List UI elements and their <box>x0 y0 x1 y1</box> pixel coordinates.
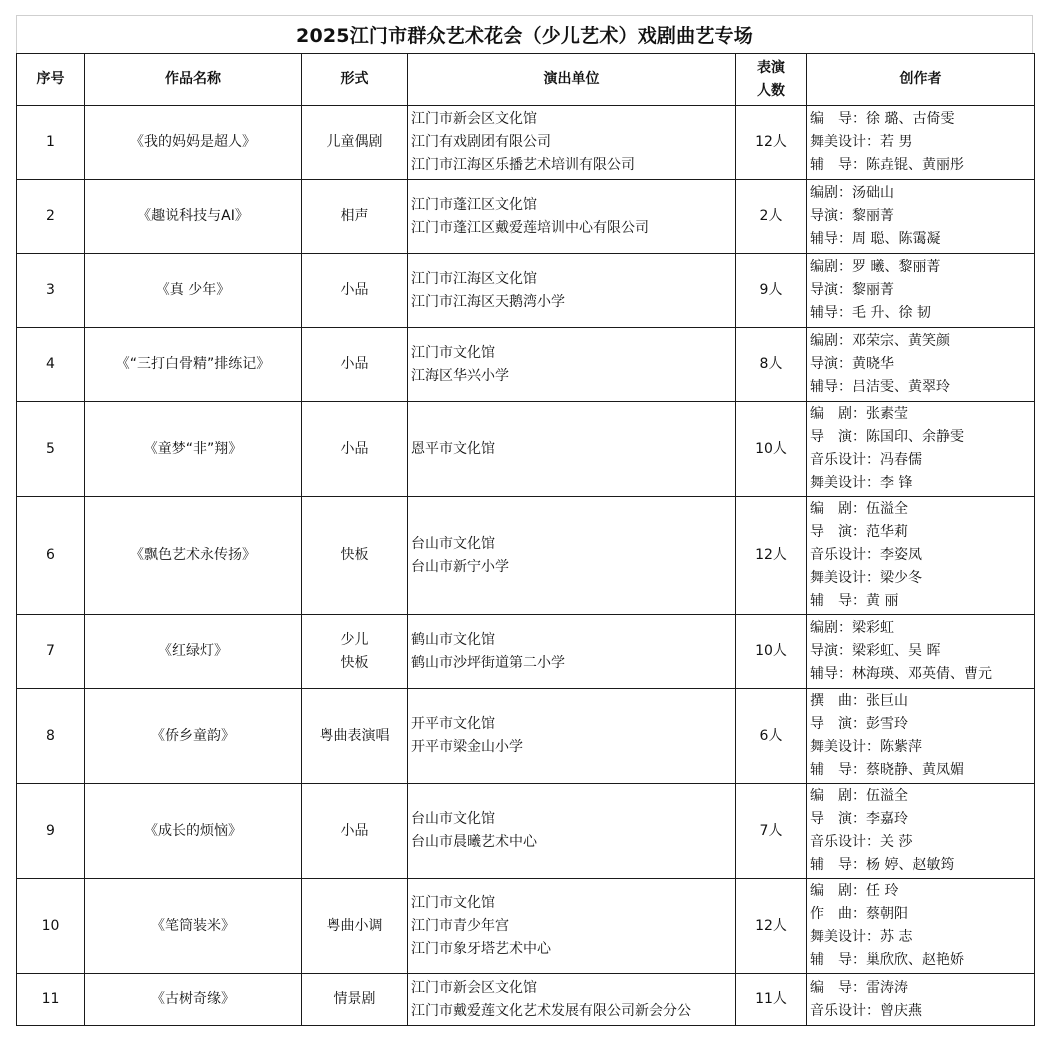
creator-line: 撰 曲：张巨山 <box>810 693 908 709</box>
creator-line: 导演：黎丽菁 <box>810 208 894 224</box>
form-line: 小品 <box>340 822 369 839</box>
creator-line: 编 剧：伍溢全 <box>810 501 908 517</box>
creator-line: 音乐设计：关 莎 <box>810 834 913 850</box>
performer-count: 6人 <box>736 689 807 784</box>
performer-count: 9人 <box>736 254 807 328</box>
creator-line: 舞美设计：若 男 <box>810 134 913 150</box>
row-index: 4 <box>17 328 85 402</box>
table-body <box>17 106 1035 1026</box>
form-line: 粤曲表演唱 <box>319 727 390 744</box>
unit-line: 台山市新宁小学 <box>411 558 509 575</box>
sheet-title: 2025江门市群众艺术花会（少儿艺术）戏剧曲艺专场 <box>16 15 1033 53</box>
header-performers-line: 表演 <box>757 59 785 76</box>
row-index: 10 <box>17 879 85 974</box>
creator-line: 编 剧：任 玲 <box>810 883 899 899</box>
creators <box>807 784 1035 879</box>
performing-units <box>408 615 736 689</box>
form-line: 快板 <box>340 547 369 563</box>
table-row <box>17 497 1035 615</box>
table-row <box>17 615 1035 689</box>
creator-line: 音乐设计：李姿凤 <box>810 547 922 563</box>
work-title: 《真 少年》 <box>85 254 302 328</box>
performer-count: 12人 <box>736 497 807 615</box>
unit-line: 鹤山市文化馆 <box>411 631 495 648</box>
creators <box>807 615 1035 689</box>
creator-line: 辅 导：黄 丽 <box>810 593 899 609</box>
creator-line: 编 导：徐 璐、古倚雯 <box>810 111 955 127</box>
unit-line: 江门市蓬江区文化馆 <box>411 196 537 213</box>
form-line: 小品 <box>340 282 369 298</box>
creator-line: 编剧：罗 曦、黎丽菁 <box>810 259 941 275</box>
unit-line: 江门市蓬江区戴爱莲培训中心有限公司 <box>411 219 649 236</box>
performance-form <box>302 784 408 879</box>
creator-line: 导演：黄晓华 <box>810 356 894 372</box>
program-sheet <box>16 15 1033 1026</box>
form-line: 情景剧 <box>333 991 376 1007</box>
creator-line: 辅导：周 聪、陈霭凝 <box>810 231 941 247</box>
unit-line: 江门市青少年宫 <box>411 917 509 934</box>
form-line: 相声 <box>340 208 369 224</box>
header-form: 形式 <box>302 54 408 106</box>
work-title: 《童梦“非”翔》 <box>85 402 302 497</box>
table-row <box>17 402 1035 497</box>
creators <box>807 106 1035 180</box>
unit-line: 恩平市文化馆 <box>411 440 495 457</box>
creators <box>807 328 1035 402</box>
creator-line: 辅 导：杨 婷、赵敏筠 <box>810 857 955 873</box>
work-title: 《“三打白骨精”排练记》 <box>85 328 302 402</box>
creator-line: 舞美设计：梁少冬 <box>810 570 922 586</box>
table-row <box>17 974 1035 1026</box>
row-index: 5 <box>17 402 85 497</box>
creator-line: 音乐设计：曾庆燕 <box>810 1002 922 1019</box>
table-row <box>17 254 1035 328</box>
creator-line: 编 剧：伍溢全 <box>810 788 908 804</box>
program-table <box>16 53 1035 1026</box>
performing-units <box>408 180 736 254</box>
performance-form <box>302 615 408 689</box>
table-row <box>17 180 1035 254</box>
unit-line: 江门市新会区文化馆 <box>411 979 537 996</box>
work-title: 《成长的烦恼》 <box>85 784 302 879</box>
table-header-row <box>17 54 1035 106</box>
form-line: 快板 <box>340 654 369 671</box>
performing-units <box>408 689 736 784</box>
performer-count: 11人 <box>736 974 807 1026</box>
form-line: 粤曲小调 <box>326 917 383 934</box>
creator-line: 舞美设计：苏 志 <box>810 929 913 945</box>
creator-line: 导演：梁彩虹、吴 晖 <box>810 643 941 659</box>
unit-line: 江门市象牙塔艺术中心 <box>411 940 551 957</box>
row-index: 1 <box>17 106 85 180</box>
creator-line: 辅 导：蔡晓静、黄凤媚 <box>810 762 964 778</box>
unit-line: 台山市晨曦艺术中心 <box>411 834 537 850</box>
performance-form <box>302 879 408 974</box>
creator-line: 辅 导：巢欣欣、赵艳娇 <box>810 952 964 968</box>
row-index: 6 <box>17 497 85 615</box>
performance-form <box>302 974 408 1026</box>
performance-form <box>302 106 408 180</box>
performance-form <box>302 402 408 497</box>
unit-line: 江门市江海区天鹅湾小学 <box>411 293 565 310</box>
creator-line: 辅导：毛 升、徐 韧 <box>810 305 931 321</box>
creator-line: 导 演：范华莉 <box>810 524 908 540</box>
work-title: 《飘色艺术永传扬》 <box>85 497 302 615</box>
creator-line: 导 演：彭雪玲 <box>810 716 908 732</box>
performing-units <box>408 879 736 974</box>
performing-units <box>408 328 736 402</box>
performer-count: 8人 <box>736 328 807 402</box>
performer-count: 12人 <box>736 106 807 180</box>
form-line: 儿童偶剧 <box>326 134 383 150</box>
unit-line: 台山市文化馆 <box>411 811 495 827</box>
header-performers-line: 人数 <box>757 82 785 99</box>
table-row <box>17 784 1035 879</box>
header-performers <box>736 54 807 106</box>
creator-line: 作 曲：蔡朝阳 <box>810 906 908 922</box>
table-row <box>17 879 1035 974</box>
unit-line: 江门市戴爱莲文化艺术发展有限公司新会分公 <box>411 1002 691 1019</box>
creator-line: 导 演：李嘉玲 <box>810 811 908 827</box>
performing-units <box>408 402 736 497</box>
creator-line: 编剧：汤础山 <box>810 185 894 201</box>
row-index: 11 <box>17 974 85 1026</box>
unit-line: 开平市文化馆 <box>411 716 495 732</box>
creator-line: 音乐设计：冯春儒 <box>810 452 922 468</box>
table-row <box>17 106 1035 180</box>
work-title: 《古树奇缘》 <box>85 974 302 1026</box>
performance-form <box>302 254 408 328</box>
unit-line: 江门市文化馆 <box>411 894 495 911</box>
performance-form <box>302 689 408 784</box>
creator-line: 编 导：雷涛涛 <box>810 979 908 996</box>
unit-line: 江门市江海区文化馆 <box>411 270 537 287</box>
creator-line: 编 剧：张素莹 <box>810 406 908 422</box>
unit-line: 江海区华兴小学 <box>411 367 509 384</box>
header-units: 演出单位 <box>408 54 736 106</box>
creators <box>807 497 1035 615</box>
creator-line: 舞美设计：李 锋 <box>810 475 913 491</box>
unit-line: 台山市文化馆 <box>411 535 495 552</box>
performing-units <box>408 254 736 328</box>
row-index: 3 <box>17 254 85 328</box>
creators <box>807 254 1035 328</box>
work-title: 《我的妈妈是超人》 <box>85 106 302 180</box>
performance-form <box>302 328 408 402</box>
performance-form <box>302 497 408 615</box>
work-title: 《红绿灯》 <box>85 615 302 689</box>
performer-count: 12人 <box>736 879 807 974</box>
work-title: 《侨乡童韵》 <box>85 689 302 784</box>
performer-count: 7人 <box>736 784 807 879</box>
creators <box>807 974 1035 1026</box>
form-line: 小品 <box>340 356 369 372</box>
creators <box>807 879 1035 974</box>
unit-line: 开平市梁金山小学 <box>411 739 523 755</box>
performing-units <box>408 497 736 615</box>
form-line: 小品 <box>340 440 369 457</box>
performing-units <box>408 784 736 879</box>
row-index: 9 <box>17 784 85 879</box>
creator-line: 辅 导：陈垚锟、黄丽彤 <box>810 157 964 173</box>
performing-units <box>408 106 736 180</box>
performing-units <box>408 974 736 1026</box>
creators <box>807 689 1035 784</box>
performer-count: 2人 <box>736 180 807 254</box>
header-creators: 创作者 <box>807 54 1035 106</box>
creator-line: 舞美设计：陈紫萍 <box>810 739 922 755</box>
row-index: 2 <box>17 180 85 254</box>
creators <box>807 180 1035 254</box>
table-row <box>17 689 1035 784</box>
creator-line: 辅导：吕洁雯、黄翠玲 <box>810 379 950 395</box>
creator-line: 编剧：邓荣宗、黄笑颜 <box>810 333 950 349</box>
creator-line: 导 演：陈国印、余静雯 <box>810 429 964 445</box>
header-index: 序号 <box>17 54 85 106</box>
work-title: 《笔筒装米》 <box>85 879 302 974</box>
performer-count: 10人 <box>736 615 807 689</box>
unit-line: 江门市文化馆 <box>411 344 495 361</box>
work-title: 《趣说科技与AI》 <box>85 180 302 254</box>
performance-form <box>302 180 408 254</box>
creator-line: 编剧：梁彩虹 <box>810 620 894 636</box>
form-line: 少儿 <box>340 631 369 648</box>
unit-line: 鹤山市沙坪街道第二小学 <box>411 654 565 671</box>
header-work: 作品名称 <box>85 54 302 106</box>
row-index: 7 <box>17 615 85 689</box>
unit-line: 江门市江海区乐播艺术培训有限公司 <box>411 157 635 173</box>
unit-line: 江门市新会区文化馆 <box>411 111 537 127</box>
creators <box>807 402 1035 497</box>
unit-line: 江门有戏剧团有限公司 <box>411 134 551 150</box>
creator-line: 导演：黎丽菁 <box>810 282 894 298</box>
table-row <box>17 328 1035 402</box>
creator-line: 辅导：林海瑛、邓英倩、曹元 <box>810 666 992 682</box>
row-index: 8 <box>17 689 85 784</box>
performer-count: 10人 <box>736 402 807 497</box>
